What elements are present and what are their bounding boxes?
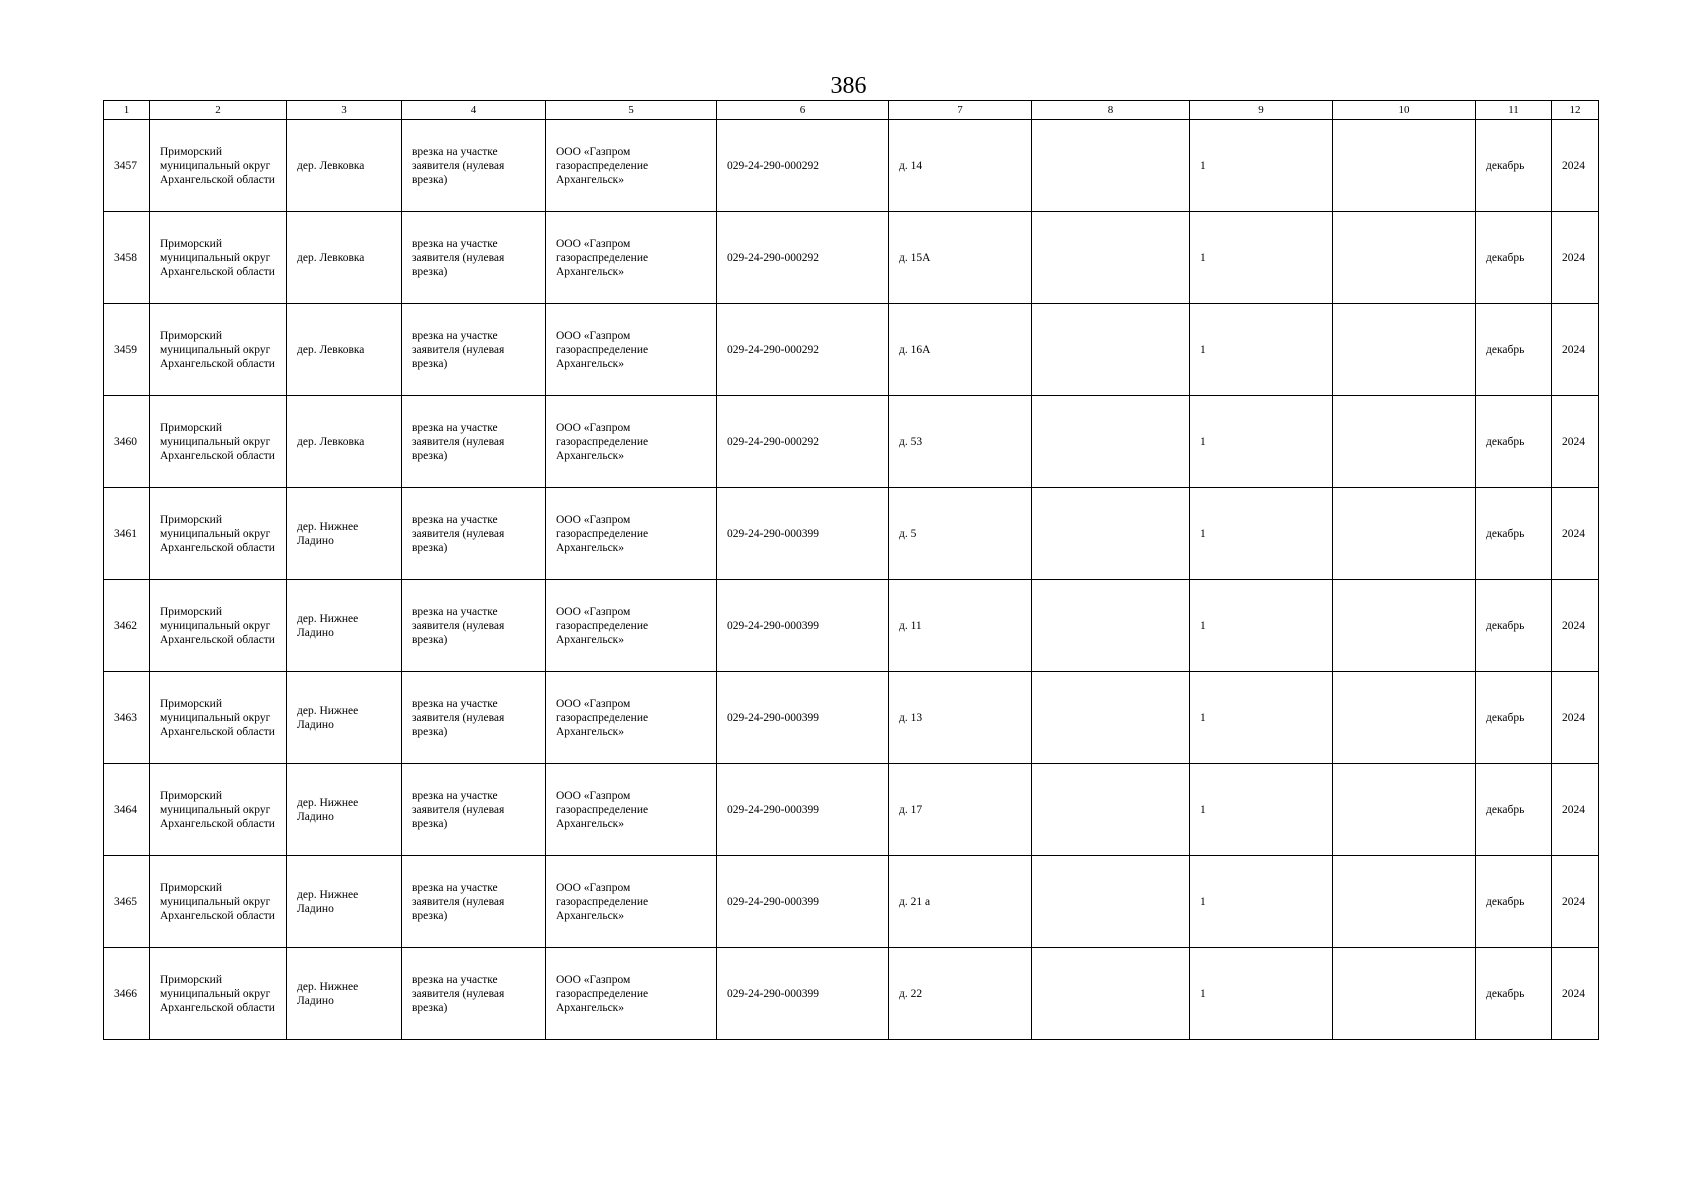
house-cell: д. 13 [889,672,1032,764]
house-cell: д. 5 [889,488,1032,580]
document-number-cell: 029-24-290-000292 [717,304,889,396]
row-number: 3464 [104,764,150,856]
column-header: 11 [1476,101,1552,120]
house-cell: д. 15А [889,212,1032,304]
document-number-cell: 029-24-290-000399 [717,672,889,764]
row-number: 3462 [104,580,150,672]
column-header: 9 [1190,101,1333,120]
year-cell: 2024 [1552,120,1599,212]
register-table [103,100,1599,1040]
table-row [104,764,1599,856]
column-8-cell [1032,212,1190,304]
organization-cell: ООО «Газпром газораспределение Архангельск» [546,672,717,764]
settlement-cell: дер. Левковка [287,212,402,304]
municipality-cell: Приморский муниципальный округ Архангельской области [150,304,287,396]
document-number-cell: 029-24-290-000399 [717,580,889,672]
municipality-cell: Приморский муниципальный округ Архангельской области [150,948,287,1040]
column-8-cell [1032,948,1190,1040]
month-cell: декабрь [1476,672,1552,764]
house-cell: д. 21 а [889,856,1032,948]
month-cell: декабрь [1476,856,1552,948]
column-header: 1 [104,101,150,120]
column-header: 10 [1333,101,1476,120]
row-number: 3460 [104,396,150,488]
quantity-cell: 1 [1190,580,1333,672]
year-cell: 2024 [1552,212,1599,304]
document-number-cell: 029-24-290-000292 [717,120,889,212]
organization-cell: ООО «Газпром газораспределение Архангельск» [546,396,717,488]
house-cell: д. 53 [889,396,1032,488]
column-10-cell [1333,120,1476,212]
column-number-row [104,101,1599,120]
work-type-cell: врезка на участке заявителя (нулевая врезка) [402,856,546,948]
column-header: 3 [287,101,402,120]
year-cell: 2024 [1552,396,1599,488]
month-cell: декабрь [1476,488,1552,580]
document-number-cell: 029-24-290-000399 [717,764,889,856]
table-row [104,672,1599,764]
settlement-cell: дер. Левковка [287,120,402,212]
row-number: 3466 [104,948,150,1040]
organization-cell: ООО «Газпром газораспределение Архангельск» [546,580,717,672]
house-cell: д. 16А [889,304,1032,396]
house-cell: д. 17 [889,764,1032,856]
work-type-cell: врезка на участке заявителя (нулевая врезка) [402,304,546,396]
table-row [104,120,1599,212]
year-cell: 2024 [1552,856,1599,948]
settlement-cell: дер. Нижнее Ладино [287,856,402,948]
column-10-cell [1333,488,1476,580]
work-type-cell: врезка на участке заявителя (нулевая врезка) [402,488,546,580]
organization-cell: ООО «Газпром газораспределение Архангельск» [546,120,717,212]
column-8-cell [1032,396,1190,488]
year-cell: 2024 [1552,488,1599,580]
row-number: 3461 [104,488,150,580]
quantity-cell: 1 [1190,304,1333,396]
work-type-cell: врезка на участке заявителя (нулевая врезка) [402,948,546,1040]
column-8-cell [1032,672,1190,764]
organization-cell: ООО «Газпром газораспределение Архангельск» [546,856,717,948]
settlement-cell: дер. Нижнее Ладино [287,672,402,764]
municipality-cell: Приморский муниципальный округ Архангельской области [150,212,287,304]
document-number-cell: 029-24-290-000292 [717,396,889,488]
column-8-cell [1032,120,1190,212]
month-cell: декабрь [1476,304,1552,396]
organization-cell: ООО «Газпром газораспределение Архангельск» [546,764,717,856]
table-row [104,948,1599,1040]
settlement-cell: дер. Нижнее Ладино [287,948,402,1040]
column-8-cell [1032,304,1190,396]
quantity-cell: 1 [1190,212,1333,304]
quantity-cell: 1 [1190,764,1333,856]
month-cell: декабрь [1476,580,1552,672]
house-cell: д. 11 [889,580,1032,672]
year-cell: 2024 [1552,764,1599,856]
settlement-cell: дер. Нижнее Ладино [287,764,402,856]
quantity-cell: 1 [1190,856,1333,948]
column-10-cell [1333,396,1476,488]
settlement-cell: дер. Левковка [287,304,402,396]
settlement-cell: дер. Левковка [287,396,402,488]
row-number: 3463 [104,672,150,764]
column-10-cell [1333,948,1476,1040]
column-8-cell [1032,856,1190,948]
organization-cell: ООО «Газпром газораспределение Архангельск» [546,948,717,1040]
row-number: 3465 [104,856,150,948]
column-10-cell [1333,212,1476,304]
month-cell: декабрь [1476,764,1552,856]
column-header: 6 [717,101,889,120]
table-row [104,488,1599,580]
document-number-cell: 029-24-290-000292 [717,212,889,304]
column-10-cell [1333,764,1476,856]
column-header: 12 [1552,101,1599,120]
column-10-cell [1333,304,1476,396]
table-row [104,396,1599,488]
column-8-cell [1032,764,1190,856]
table-row [104,304,1599,396]
page-number: 386 [830,73,867,99]
work-type-cell: врезка на участке заявителя (нулевая врезка) [402,672,546,764]
document-number-cell: 029-24-290-000399 [717,856,889,948]
house-cell: д. 22 [889,948,1032,1040]
quantity-cell: 1 [1190,396,1333,488]
month-cell: декабрь [1476,396,1552,488]
month-cell: декабрь [1476,212,1552,304]
column-header: 5 [546,101,717,120]
quantity-cell: 1 [1190,672,1333,764]
organization-cell: ООО «Газпром газораспределение Архангельск» [546,304,717,396]
work-type-cell: врезка на участке заявителя (нулевая врезка) [402,396,546,488]
row-number: 3457 [104,120,150,212]
column-10-cell [1333,672,1476,764]
column-header: 4 [402,101,546,120]
settlement-cell: дер. Нижнее Ладино [287,580,402,672]
municipality-cell: Приморский муниципальный округ Архангельской области [150,120,287,212]
municipality-cell: Приморский муниципальный округ Архангельской области [150,856,287,948]
column-10-cell [1333,580,1476,672]
table-row [104,856,1599,948]
table-row [104,212,1599,304]
quantity-cell: 1 [1190,120,1333,212]
organization-cell: ООО «Газпром газораспределение Архангельск» [546,488,717,580]
column-10-cell [1333,856,1476,948]
row-number: 3459 [104,304,150,396]
month-cell: декабрь [1476,948,1552,1040]
column-header: 8 [1032,101,1190,120]
quantity-cell: 1 [1190,948,1333,1040]
organization-cell: ООО «Газпром газораспределение Архангельск» [546,212,717,304]
month-cell: декабрь [1476,120,1552,212]
work-type-cell: врезка на участке заявителя (нулевая врезка) [402,764,546,856]
work-type-cell: врезка на участке заявителя (нулевая врезка) [402,212,546,304]
municipality-cell: Приморский муниципальный округ Архангельской области [150,764,287,856]
document-number-cell: 029-24-290-000399 [717,488,889,580]
settlement-cell: дер. Нижнее Ладино [287,488,402,580]
house-cell: д. 14 [889,120,1032,212]
year-cell: 2024 [1552,304,1599,396]
column-header: 7 [889,101,1032,120]
column-8-cell [1032,488,1190,580]
year-cell: 2024 [1552,948,1599,1040]
row-number: 3458 [104,212,150,304]
municipality-cell: Приморский муниципальный округ Архангельской области [150,672,287,764]
municipality-cell: Приморский муниципальный округ Архангельской области [150,488,287,580]
column-header: 2 [150,101,287,120]
municipality-cell: Приморский муниципальный округ Архангельской области [150,580,287,672]
work-type-cell: врезка на участке заявителя (нулевая врезка) [402,120,546,212]
document-number-cell: 029-24-290-000399 [717,948,889,1040]
quantity-cell: 1 [1190,488,1333,580]
column-8-cell [1032,580,1190,672]
year-cell: 2024 [1552,672,1599,764]
year-cell: 2024 [1552,580,1599,672]
municipality-cell: Приморский муниципальный округ Архангельской области [150,396,287,488]
work-type-cell: врезка на участке заявителя (нулевая врезка) [402,580,546,672]
table-row [104,580,1599,672]
